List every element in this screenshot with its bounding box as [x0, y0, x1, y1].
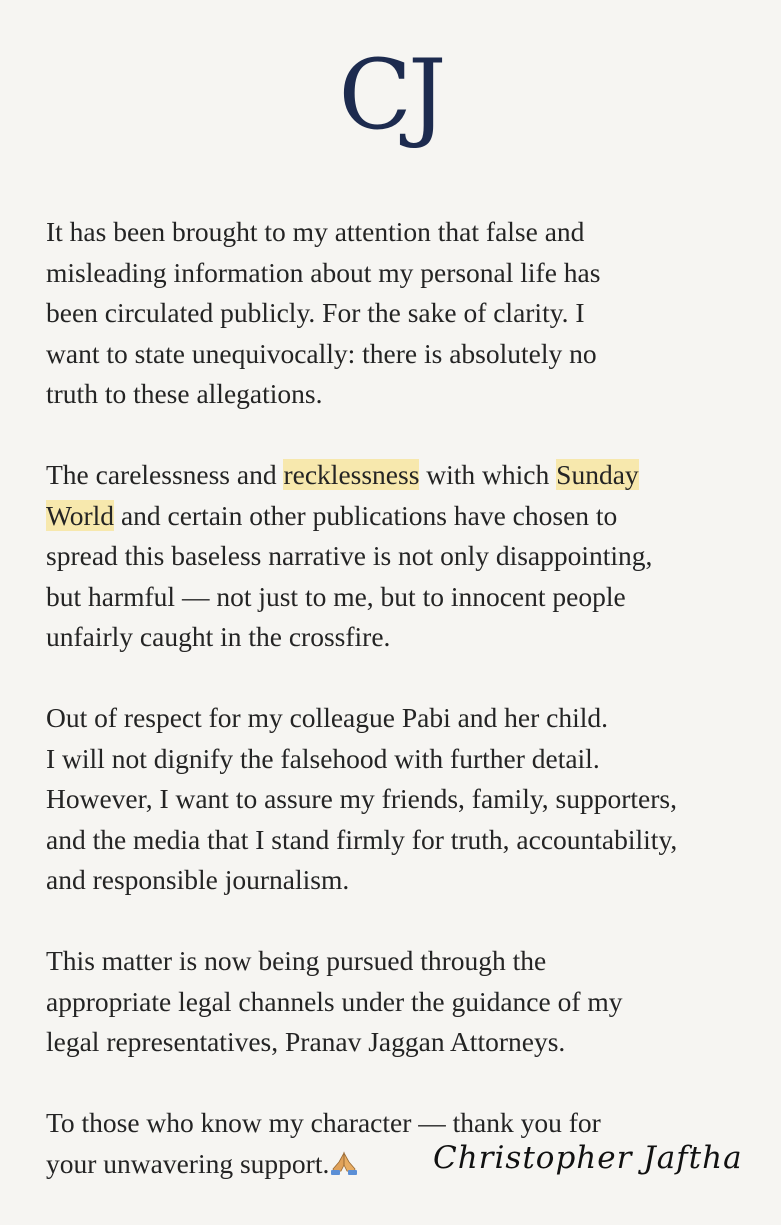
paragraph-2: [46, 455, 746, 658]
highlighted-word-recklessness: recklessness: [283, 459, 420, 490]
statement-body: [46, 212, 746, 1225]
text-segment: your unwavering support.: [46, 1147, 330, 1179]
text-line: misleading information about my personal life has: [46, 256, 601, 288]
paragraph-4: [46, 941, 746, 1063]
text-segment: with which: [419, 459, 557, 490]
cj-logo: CJ: [338, 39, 443, 151]
highlighted-word-sunday: Sunday: [556, 459, 639, 490]
text-line: legal representatives, Pranav Jaggan Attorneys.: [46, 1026, 566, 1057]
text-line: It has been brought to my attention that false and: [46, 216, 585, 247]
text-line: unfairly caught in the crossfire.: [46, 621, 391, 652]
text-line: but harmful — not just to me, but to innocent people: [46, 580, 626, 612]
signature: Christopher Jaftha: [433, 1140, 743, 1176]
text-line: and responsible journalism.: [46, 864, 350, 895]
text-line: [46, 496, 746, 537]
text-line: I will not dignify the falsehood with further detail.: [46, 742, 600, 774]
text-line: To those who know my character — thank you for: [46, 1107, 601, 1138]
text-line: and the media that I stand firmly for truth, accountability,: [46, 823, 678, 855]
text-line: want to state unequivocally: there is absolutely no: [46, 337, 597, 369]
text-line: This matter is now being pursued through the: [46, 945, 547, 976]
text-line: [46, 455, 746, 496]
text-line: Out of respect for my colleague Pabi and her child.: [46, 702, 609, 733]
paragraph-3: [46, 698, 746, 901]
text-line: However, I want to assure my friends, family, supporters,: [46, 783, 677, 814]
text-line: truth to these allegations.: [46, 378, 323, 409]
text-segment: The carelessness and: [46, 459, 284, 490]
highlighted-word-world: World: [46, 499, 115, 531]
folded-hands-icon: [329, 1146, 359, 1172]
text-line: spread this baseless narrative is not only disappointing,: [46, 540, 653, 571]
paragraph-1: [46, 212, 746, 415]
text-line: been circulated publicly. For the sake of clarity. I: [46, 297, 585, 328]
text-segment: and certain other publications have chosen to: [114, 499, 618, 531]
text-line: appropriate legal channels under the guidance of my: [46, 985, 623, 1017]
